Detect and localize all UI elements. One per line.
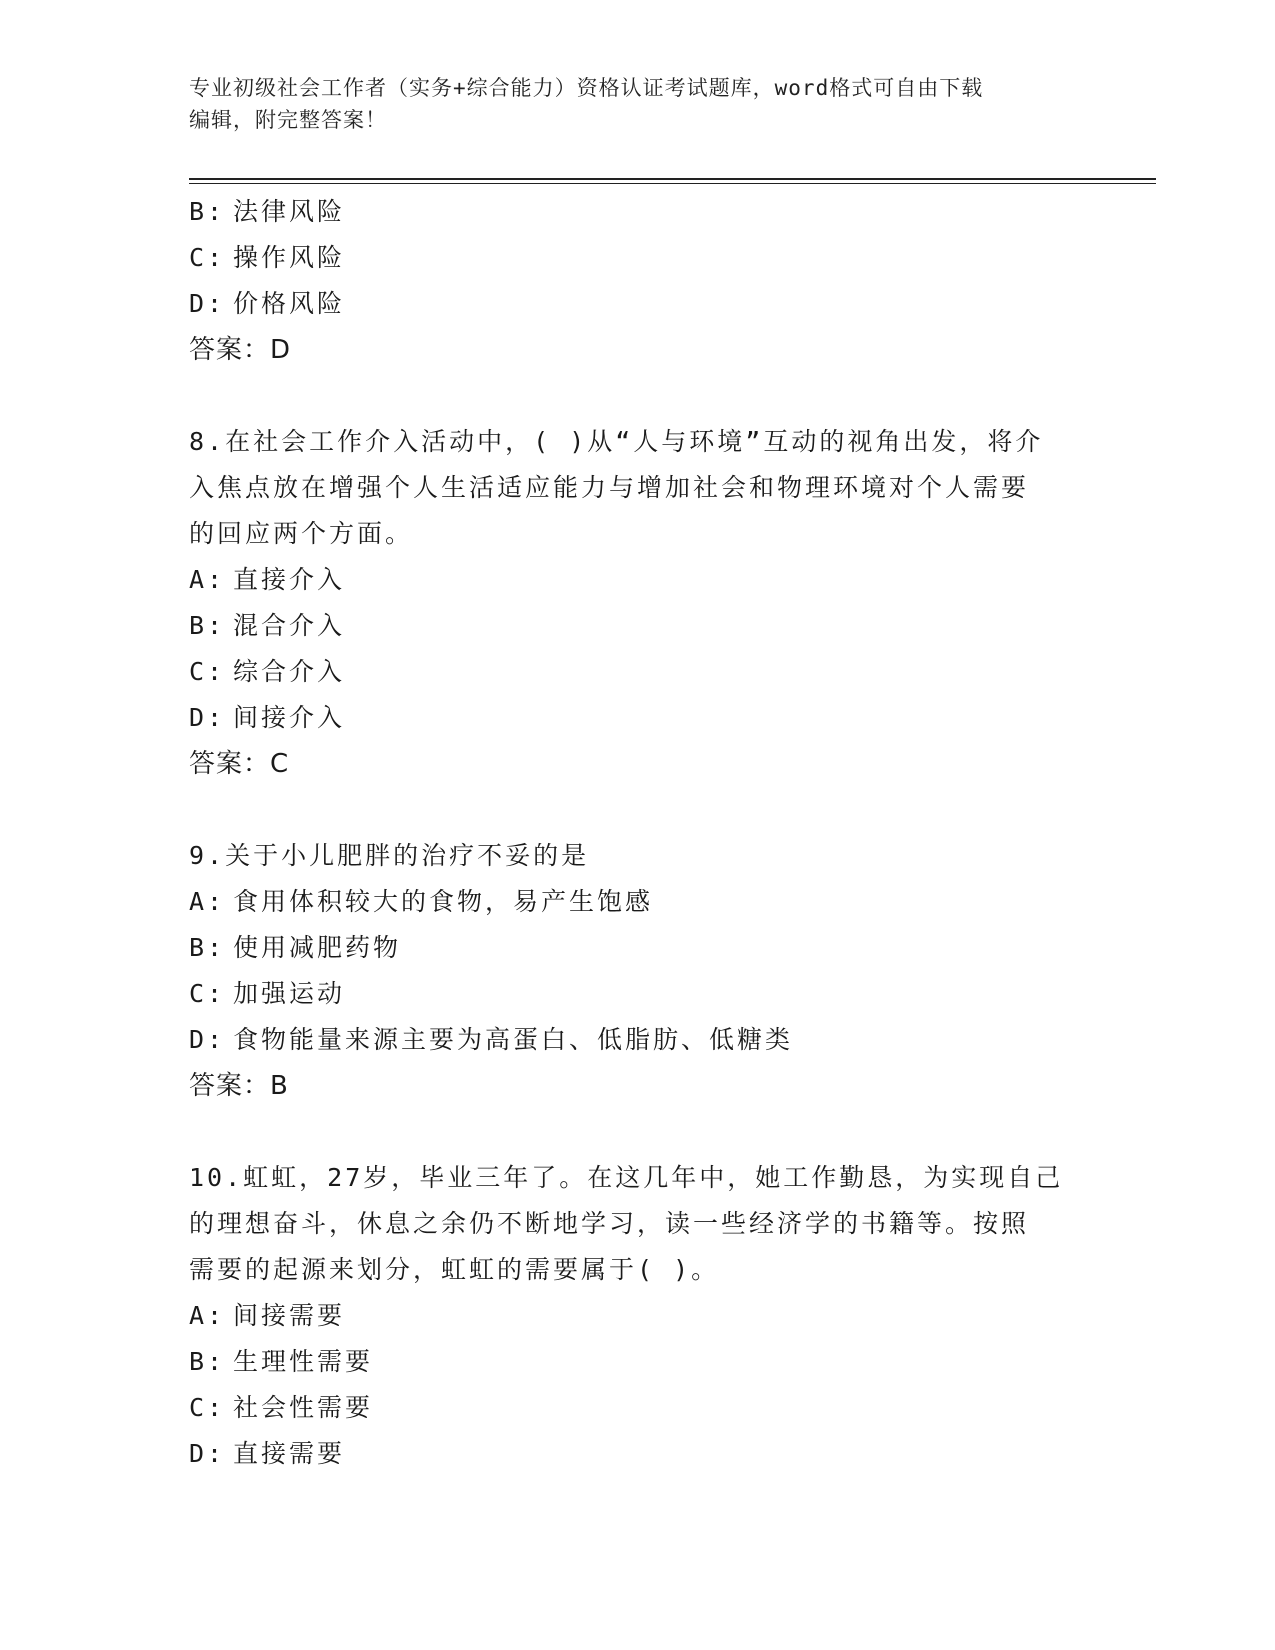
option-b	[189, 925, 1089, 971]
option-key: C:	[189, 1393, 226, 1422]
option-d	[189, 281, 1089, 327]
option-text: 直接需要	[233, 1439, 346, 1468]
question-stem-line: 10.虹虹，27岁，毕业三年了。在这几年中，她工作勤恳，为实现自己	[189, 1163, 1064, 1192]
option-text: 操作风险	[233, 243, 346, 272]
header-line-1: 专业初级社会工作者（实务+综合能力）资格认证考试题库，word格式可自由下载	[189, 76, 984, 100]
option-text: 直接介入	[233, 565, 346, 594]
option-c	[189, 971, 1089, 1017]
header-line-2: 编辑，附完整答案！	[189, 108, 387, 132]
answer-line: 答案：B	[189, 1071, 289, 1101]
option-c	[189, 649, 1089, 695]
option-text: 价格风险	[233, 289, 346, 318]
option-a	[189, 879, 1089, 925]
question-10	[189, 1155, 1089, 1477]
option-key: A:	[189, 887, 226, 916]
option-c	[189, 235, 1089, 281]
page-header	[189, 72, 1089, 136]
option-key: D:	[189, 289, 226, 318]
spacer	[189, 1109, 1089, 1155]
option-key: C:	[189, 979, 226, 1008]
question-list	[189, 189, 1089, 1477]
option-b	[189, 603, 1089, 649]
question-7-continued	[189, 189, 1089, 373]
question-stem-line: 的回应两个方面。	[189, 519, 414, 548]
option-key: D:	[189, 1025, 226, 1054]
option-key: C:	[189, 243, 226, 272]
header-divider-thick	[189, 178, 1156, 180]
option-text: 食物能量来源主要为高蛋白、低脂肪、低糖类	[233, 1025, 794, 1054]
question-9	[189, 833, 1089, 1109]
option-b	[189, 189, 1089, 235]
spacer	[189, 373, 1089, 419]
question-stem-line: 入焦点放在增强个人生活适应能力与增加社会和物理环境对个人需要	[189, 473, 1030, 502]
question-stem-line: 8.在社会工作介入活动中，( )从“人与环境”互动的视角出发，将介	[189, 427, 1044, 456]
option-key: B:	[189, 1347, 226, 1376]
question-stem-line: 需要的起源来划分，虹虹的需要属于( )。	[189, 1255, 720, 1284]
option-d	[189, 1431, 1089, 1477]
option-text: 加强运动	[233, 979, 346, 1008]
option-key: C:	[189, 657, 226, 686]
question-stem-line: 9.关于小儿肥胖的治疗不妥的是	[189, 841, 590, 870]
spacer	[189, 787, 1089, 833]
option-text: 间接介入	[233, 703, 346, 732]
option-key: B:	[189, 197, 226, 226]
question-8	[189, 419, 1089, 787]
header-divider-thin	[189, 183, 1156, 184]
option-c	[189, 1385, 1089, 1431]
option-d	[189, 1017, 1089, 1063]
option-key: B:	[189, 933, 226, 962]
option-text: 法律风险	[233, 197, 346, 226]
option-key: A:	[189, 1301, 226, 1330]
option-key: D:	[189, 703, 226, 732]
option-text: 食用体积较大的食物，易产生饱感	[233, 887, 654, 916]
option-key: D:	[189, 1439, 226, 1468]
question-stem-line: 的理想奋斗，休息之余仍不断地学习，读一些经济学的书籍等。按照	[189, 1209, 1030, 1238]
option-text: 综合介入	[233, 657, 346, 686]
option-text: 使用减肥药物	[233, 933, 402, 962]
option-text: 混合介入	[233, 611, 346, 640]
option-b	[189, 1339, 1089, 1385]
option-text: 间接需要	[233, 1301, 346, 1330]
answer-line: 答案：C	[189, 749, 290, 779]
option-key: A:	[189, 565, 226, 594]
option-d	[189, 695, 1089, 741]
option-text: 生理性需要	[233, 1347, 374, 1376]
option-a	[189, 557, 1089, 603]
option-text: 社会性需要	[233, 1393, 374, 1422]
option-key: B:	[189, 611, 226, 640]
answer-line: 答案：D	[189, 335, 292, 365]
option-a	[189, 1293, 1089, 1339]
